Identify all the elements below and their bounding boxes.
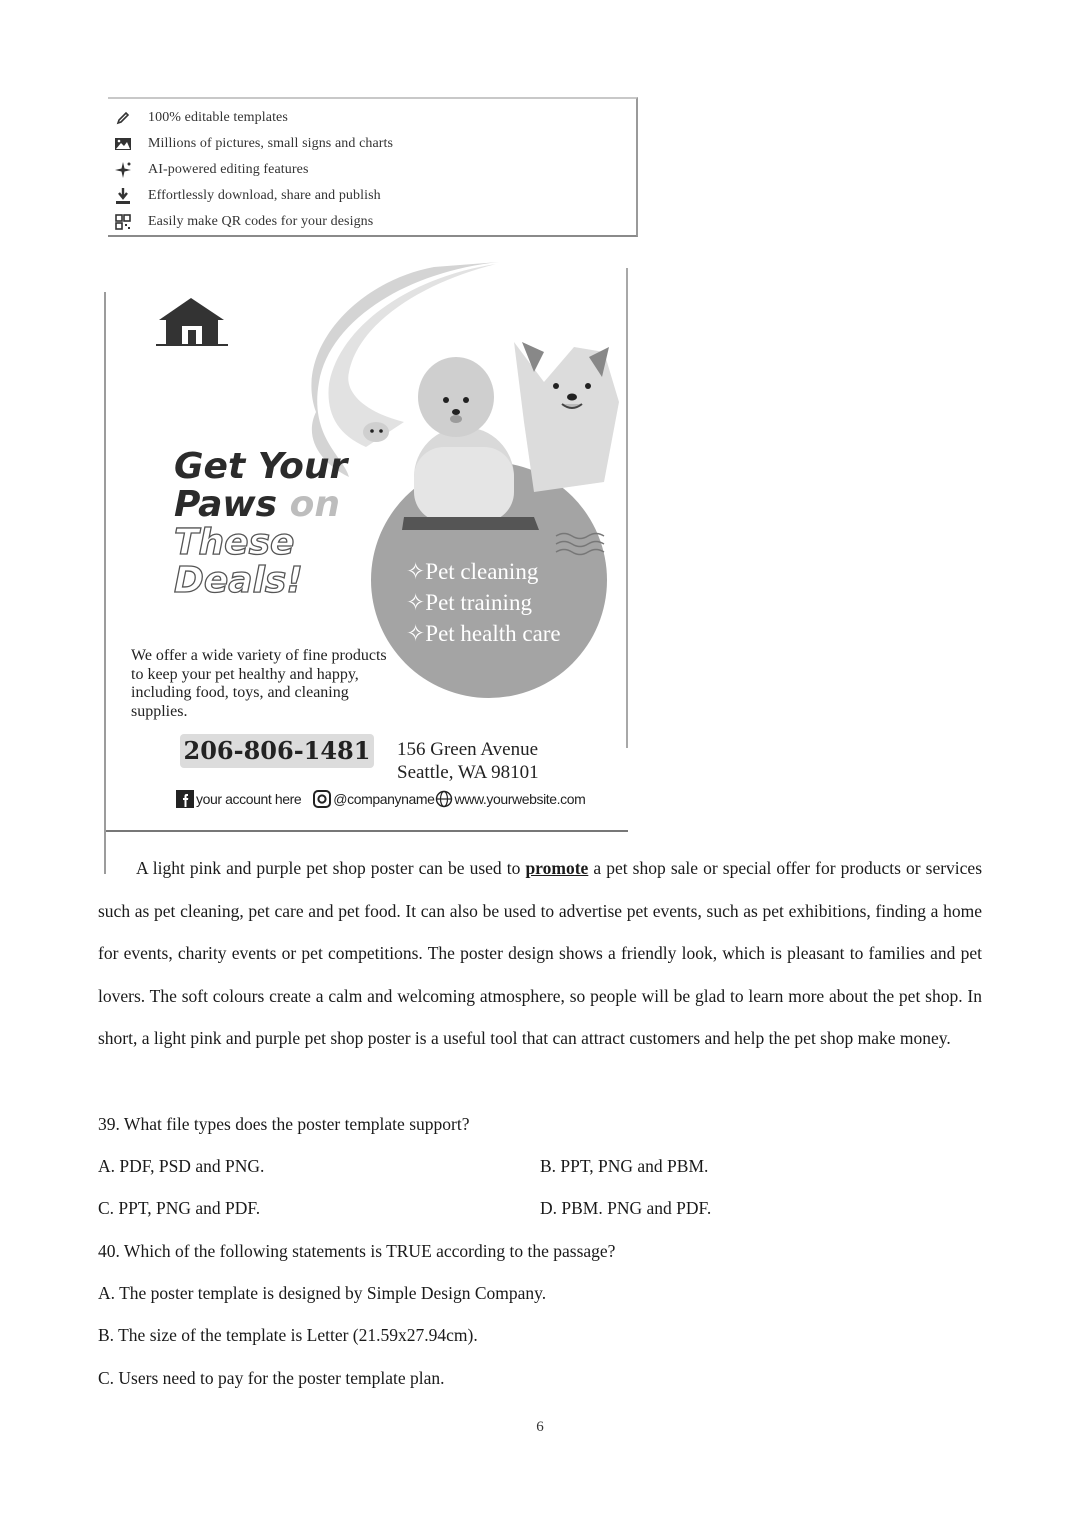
question-40-option-b: B. The size of the template is Letter (21.59x27.94cm). xyxy=(98,1325,478,1345)
globe-icon xyxy=(435,790,453,808)
feature-text: AI-powered editing features xyxy=(148,162,309,177)
service-item: ✧Pet health care xyxy=(406,621,561,646)
facebook-handle: your account here xyxy=(196,791,302,807)
question-40-stem: 40. Which of the following statements is TRUE according to the passage? xyxy=(98,1241,616,1261)
passage-text-before: A light pink and purple pet shop poster can be used to xyxy=(136,858,526,878)
service-list xyxy=(406,556,561,649)
website-url: www.yourwebsite.com xyxy=(454,791,586,807)
feature-item xyxy=(112,209,373,235)
house-logo xyxy=(156,298,228,346)
pencil-icon xyxy=(112,108,134,128)
question-39-option-d: D. PBM. PNG and PDF. xyxy=(540,1198,712,1218)
feature-text: Easily make QR codes for your designs xyxy=(148,214,374,229)
shop-address xyxy=(397,738,539,784)
instagram-handle: @companyname xyxy=(333,791,435,807)
feature-list-box xyxy=(108,97,638,237)
question-39-option-b: B. PPT, PNG and PBM. xyxy=(540,1156,709,1176)
picture-icon xyxy=(112,134,134,154)
facebook-icon xyxy=(176,790,194,808)
feature-item xyxy=(112,131,393,157)
headline-line1: Get Your xyxy=(174,446,348,487)
service-item: ✧Pet training xyxy=(406,590,532,615)
headline-word-paws: Paws xyxy=(174,484,278,525)
download-icon xyxy=(112,186,134,206)
feature-item xyxy=(112,183,381,209)
feature-text: Millions of pictures, small signs and charts xyxy=(148,136,394,151)
question-39-stem: 39. What file types does the poster template support? xyxy=(98,1114,470,1134)
instagram-icon xyxy=(313,790,331,808)
question-39-option-c: C. PPT, PNG and PDF. xyxy=(98,1198,261,1218)
social-links xyxy=(176,790,585,808)
page-number: 6 xyxy=(536,1419,544,1435)
passage-keyword: promote xyxy=(525,858,589,878)
pet-shop-poster xyxy=(104,262,630,835)
headline-line4: Deals! xyxy=(174,560,303,601)
address-line1: 156 Green Avenue xyxy=(397,739,539,760)
poster-blurb: We offer a wide variety of fine products to keep your pet healthy and happy, including food, toys, and cleaning supplies. xyxy=(131,647,387,720)
reading-passage xyxy=(98,847,982,1060)
feature-item xyxy=(112,157,309,183)
headline-word-on: on xyxy=(289,484,340,525)
phone-number: 206-806-1481 xyxy=(180,734,374,768)
qr-code-icon xyxy=(112,212,134,232)
feature-item xyxy=(112,105,288,131)
address-line2: Seattle, WA 98101 xyxy=(397,762,539,783)
passage-text-after: a pet shop sale or special offer for products or services such as pet cleaning, pet care and pet food. It can also be used to advertise pet events, such as pet exhibitions, finding a home for events, charity events or pet competitions. The poster design shows a friendly look, which is pleasant to families and pet lovers. The soft colours create a calm and welcoming atmosphere, so people will be glad to learn more about the pet shop. In short, a light pink and purple pet shop poster is a useful tool that can attract customers and help the pet shop make money. xyxy=(98,858,983,1048)
question-40-option-a: A. The poster template is designed by Simple Design Company. xyxy=(98,1283,547,1303)
feature-text: Effortlessly download, share and publish xyxy=(148,188,381,203)
headline-line2 xyxy=(174,486,347,524)
sparkle-icon xyxy=(112,160,134,180)
question-39-option-a: A. PDF, PSD and PNG. xyxy=(98,1156,265,1176)
headline-line3: These xyxy=(174,522,295,563)
feature-text: 100% editable templates xyxy=(148,110,288,125)
service-item: ✧Pet cleaning xyxy=(406,559,539,584)
poster-headline xyxy=(174,448,347,600)
question-40-option-c: C. Users need to pay for the poster template plan. xyxy=(98,1368,445,1388)
